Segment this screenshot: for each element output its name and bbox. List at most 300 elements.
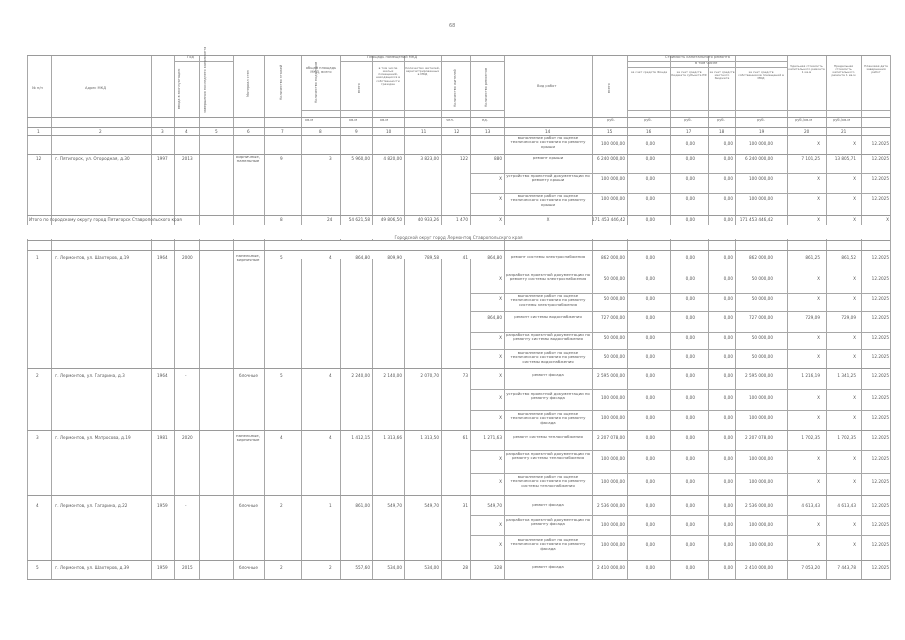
work-type-cell: ремонт фасада	[532, 502, 564, 507]
work-type-cell: ремонт фасада	[532, 372, 564, 377]
header-deadline: Плановая дата завершения работ	[864, 64, 888, 75]
volume-cell: X	[499, 415, 502, 420]
cost-owners-cell: 100 000,00	[749, 522, 773, 527]
cost-owners-cell: 100 000,00	[749, 479, 773, 484]
cost-region-cell: 0,00	[685, 503, 695, 508]
volume-cell: 864,80	[487, 315, 502, 320]
work-type-cell: ремонт системы теплоснабжения	[513, 434, 583, 439]
work-type-cell: выполнение работ по оценке технического состояния по ремонту крыши	[510, 135, 586, 149]
total-area-res: 40 933,26	[417, 217, 439, 222]
total-entrances: 24	[327, 217, 333, 222]
limit-cost-cell: 13 805,71	[834, 156, 856, 161]
cost-owners-cell: 100 000,00	[749, 415, 773, 420]
col-number: 9	[355, 129, 358, 134]
cost-total-cell: 50 000,00	[603, 354, 625, 359]
limit-cost-cell: 7 443,78	[837, 565, 856, 570]
header-entrances: Количество подъездов	[314, 61, 318, 103]
cost-region-cell: 0,00	[685, 141, 695, 146]
cost-region-cell: 0,00	[685, 296, 695, 301]
total-owners: 171 453 446,42	[739, 217, 773, 222]
entrances-cell: 3	[329, 156, 332, 161]
col-number: 10	[386, 129, 392, 134]
unit-label: чел.	[446, 118, 454, 122]
cost-owners-cell: 100 000,00	[749, 456, 773, 461]
unit-cost-cell: 7 101,25	[801, 156, 820, 161]
volume-cell: X	[499, 522, 502, 527]
unit-cost-cell: X	[817, 354, 820, 359]
limit-cost-cell: X	[853, 276, 856, 281]
cost-local-cell: 0,00	[723, 276, 733, 281]
work-type-cell: ремонт крыши	[532, 155, 564, 160]
limit-cost-cell: 729,09	[841, 315, 856, 320]
header-cost-owners: за счет средств собственников помещений в МКД	[738, 70, 784, 81]
limit-cost-cell: X	[853, 479, 856, 484]
row-number: 3	[36, 435, 39, 440]
limit-cost-cell: X	[853, 522, 856, 527]
limit-cost-cell: X	[853, 176, 856, 181]
wall-material-cell: кирпичные, панельные	[236, 154, 260, 164]
cost-total-cell: 100 000,00	[601, 141, 625, 146]
unit-label: руб.	[607, 118, 615, 122]
total-date: X	[886, 217, 889, 222]
work-type-cell: выполнение работ по оценке технического состояния по ремонту системы электроснабжения	[510, 293, 586, 307]
cost-owners-cell: 2 595 000,00	[745, 373, 773, 378]
col-number: 11	[421, 129, 427, 134]
limit-cost-cell: 4 613,43	[837, 503, 856, 508]
row-number: 2	[36, 373, 39, 378]
header-year-build: ввода в эксплуатацию	[177, 68, 181, 109]
col-number: 5	[215, 129, 218, 134]
cost-fund-cell: 0,00	[645, 435, 655, 440]
deadline-cell: 12.2025	[871, 255, 889, 260]
unit-cost-cell: X	[817, 479, 820, 484]
cost-region-cell: 0,00	[685, 395, 695, 400]
cost-owners-cell: 100 000,00	[749, 196, 773, 201]
cost-total-cell: 100 000,00	[601, 456, 625, 461]
year-last-cell: 2000	[182, 255, 193, 260]
area-res-cell: 2 070,70	[420, 373, 439, 378]
cost-owners-cell: 50 000,00	[751, 354, 773, 359]
volume-cell: 549,70	[487, 503, 502, 508]
col-number: 16	[646, 129, 652, 134]
total-area-cell: 557,60	[355, 565, 370, 570]
deadline-cell: 12.2025	[871, 565, 889, 570]
total-area-cell: 2 240,00	[351, 373, 370, 378]
total-area-cell: 5 960,00	[351, 156, 370, 161]
cost-local-cell: 0,00	[723, 503, 733, 508]
cost-total-cell: 862 000,00	[601, 255, 625, 260]
volume-cell: X	[499, 479, 502, 484]
cost-fund-cell: 0,00	[645, 296, 655, 301]
address-cell: г. Лермонтов, ул. Гагарина, д.3	[55, 373, 125, 378]
cost-fund-cell: 0,00	[645, 373, 655, 378]
area-res-cell: 1 313,50	[420, 435, 439, 440]
work-type-cell: ремонт фасада	[532, 564, 564, 569]
unit-label: руб./кв.м	[833, 118, 851, 122]
work-type-cell: ремонт системы водоснабжения	[514, 314, 582, 319]
cost-region-cell: 0,00	[685, 456, 695, 461]
work-type-cell: разработка проектной документации по ремонту системы теплоснабжения	[506, 451, 590, 461]
deadline-cell: 12.2025	[871, 522, 889, 527]
total-area-cell: 861,00	[355, 503, 370, 508]
year-build-cell: 1997	[157, 156, 168, 161]
row-number: 12	[36, 156, 42, 161]
unit-cost-cell: 1 216,19	[801, 373, 820, 378]
year-build-cell: 1981	[157, 435, 168, 440]
header-address: Адрес МКД	[85, 86, 107, 90]
cost-fund-cell: 0,00	[645, 176, 655, 181]
floors-cell: 2	[280, 503, 283, 508]
volume-cell: X	[499, 296, 502, 301]
cost-local-cell: 0,00	[723, 296, 733, 301]
cost-owners-cell: 50 000,00	[751, 276, 773, 281]
cost-local-cell: 0,00	[723, 354, 733, 359]
header-cost-group: Стоимость капитального ремонта	[665, 55, 730, 59]
residents-cell: 31	[462, 503, 468, 508]
unit-label: руб./кв.м	[795, 118, 813, 122]
work-type-cell: разработка проектной документации по ремонту фасада	[506, 517, 590, 527]
cost-owners-cell: 100 000,00	[749, 176, 773, 181]
unit-cost-cell: X	[817, 542, 820, 547]
area-res-cell: 534,00	[424, 565, 439, 570]
volume-cell: X	[499, 176, 502, 181]
total-volume: X	[499, 217, 502, 222]
cost-fund-cell: 0,00	[645, 196, 655, 201]
unit-cost-cell: X	[817, 415, 820, 420]
unit-label: кв.м	[305, 118, 314, 122]
residents-cell: 73	[462, 373, 468, 378]
deadline-cell: 12.2025	[871, 335, 889, 340]
header-cost-local: за счет средств местного бюджета	[709, 70, 735, 81]
total-area-cell: 864,80	[355, 255, 370, 260]
volume-cell: X	[499, 335, 502, 340]
work-type-cell: разработка проектной документации по ремонту системы электроснабжения	[506, 272, 590, 282]
deadline-cell: 12.2025	[871, 141, 889, 146]
work-type-cell: выполнение работ по оценке технического состояния по ремонту крыши	[510, 193, 586, 207]
cost-fund-cell: 0,00	[645, 255, 655, 260]
cost-fund-cell: 0,00	[645, 395, 655, 400]
cost-fund-cell: 0,00	[645, 565, 655, 570]
entrances-cell: 4	[329, 255, 332, 260]
work-type-cell: устройство проектной документации по ремонту фасада	[506, 391, 590, 401]
volume-cell: X	[499, 456, 502, 461]
address-cell: г. Лермонтов, ул. Шахтеров, д.39	[55, 565, 130, 570]
area-total-cell: 534,00	[387, 565, 402, 570]
floors-cell: 9	[280, 156, 283, 161]
floors-cell: 5	[280, 373, 283, 378]
cost-fund-cell: 0,00	[645, 276, 655, 281]
total-row-label: Итого по городскому округу город Пятигорск Ставропольского края	[29, 217, 182, 222]
total-unit: X	[817, 217, 820, 222]
residents-cell: 28	[462, 565, 468, 570]
cost-region-cell: 0,00	[685, 415, 695, 420]
cost-region-cell: 0,00	[685, 156, 695, 161]
unit-cost-cell: 7 053,20	[801, 565, 820, 570]
cost-total-cell: 100 000,00	[601, 395, 625, 400]
limit-cost-cell: 861,52	[841, 255, 856, 260]
deadline-cell: 12.2025	[871, 503, 889, 508]
col-number: 8	[319, 129, 322, 134]
cost-total-cell: 100 000,00	[601, 415, 625, 420]
unit-cost-cell: X	[817, 395, 820, 400]
cost-fund-cell: 0,00	[645, 354, 655, 359]
wall-material-cell: панельные, кирпичные	[236, 433, 260, 443]
cost-fund-cell: 0,00	[645, 315, 655, 320]
volume-cell: 1 271,63	[483, 435, 502, 440]
unit-cost-cell: X	[817, 141, 820, 146]
area-total-cell: 809,90	[387, 255, 402, 260]
cost-region-cell: 0,00	[685, 176, 695, 181]
cost-owners-cell: 100 000,00	[749, 542, 773, 547]
header-area-group: Площадь помещений МКД	[367, 55, 418, 59]
deadline-cell: 12.2025	[871, 456, 889, 461]
limit-cost-cell: X	[853, 395, 856, 400]
header-area-residential: в том числе жилых помещений, находящихся в собственности граждан	[375, 66, 401, 86]
area-total-cell: 1 313,66	[383, 435, 402, 440]
cost-fund-cell: 0,00	[645, 456, 655, 461]
residents-cell: 122	[460, 156, 468, 161]
year-build-cell: 1959	[157, 503, 168, 508]
header-wall: Материал стен	[246, 70, 250, 97]
year-last-cell: 2013	[182, 156, 193, 161]
cost-local-cell: 0,00	[723, 315, 733, 320]
cost-total-cell: 100 000,00	[601, 542, 625, 547]
header-year-last: завершения последнего капремонта	[203, 46, 207, 113]
area-res-cell: 3 823,00	[420, 156, 439, 161]
total-area-all: 49 806,50	[380, 217, 402, 222]
col-number: 4	[185, 129, 188, 134]
total-area: 54 621,58	[348, 217, 370, 222]
col-number: 18	[719, 129, 725, 134]
cost-total-cell: 100 000,00	[601, 196, 625, 201]
header-area-nonres: Количество жителей, зарегистрированных в МКД	[405, 66, 440, 77]
cost-fund-cell: 0,00	[645, 415, 655, 420]
cost-local-cell: 0,00	[723, 395, 733, 400]
total-work: X	[546, 217, 550, 222]
work-type-cell: разработка проектной документации по ремонту системы водоснабжения	[506, 332, 590, 342]
col-number: 21	[841, 129, 847, 134]
cost-local-cell: 0,00	[723, 141, 733, 146]
unit-label: кв.м	[349, 118, 358, 122]
unit-cost-cell: X	[817, 296, 820, 301]
limit-cost-cell: 1 702,35	[837, 435, 856, 440]
wall-material-cell: блочные	[239, 565, 258, 570]
cost-owners-cell: 6 240 000,00	[745, 156, 773, 161]
cost-region-cell: 0,00	[685, 522, 695, 527]
work-type-cell: выполнение работ по оценке технического состояния по ремонту фасада	[510, 411, 586, 425]
year-last-cell: 2015	[182, 565, 193, 570]
cost-fund-cell: 0,00	[645, 503, 655, 508]
residents-cell: 61	[462, 435, 468, 440]
page-number: 68	[449, 23, 456, 29]
cost-region-cell: 0,00	[685, 354, 695, 359]
row-number: 1	[36, 255, 39, 260]
limit-cost-cell: X	[853, 141, 856, 146]
cost-total-cell: 6 240 000,00	[597, 156, 625, 161]
cost-owners-cell: 2 410 000,00	[745, 565, 773, 570]
wall-material-cell: панельные, кирпичные	[236, 253, 260, 263]
col-number: 1	[37, 129, 40, 134]
deadline-cell: 12.2025	[871, 276, 889, 281]
entrances-cell: 1	[329, 503, 332, 508]
col-number: 14	[545, 129, 551, 134]
limit-cost-cell: X	[853, 196, 856, 201]
unit-label: руб.	[684, 118, 692, 122]
volume-cell: 880	[494, 156, 502, 161]
header-cost-sub: в том числе	[695, 61, 718, 65]
header-cost-total: всего	[607, 83, 611, 93]
header-cost-region: за счет средств бюджета субъекта РФ	[671, 70, 707, 78]
cost-local-cell: 0,00	[723, 415, 733, 420]
deadline-cell: 12.2025	[871, 354, 889, 359]
unit-label: ед.	[482, 118, 488, 122]
cost-local-cell: 0,00	[723, 522, 733, 527]
total-cost: 171 453 446,42	[592, 217, 626, 222]
unit-cost-cell: X	[817, 196, 820, 201]
cost-owners-cell: 862 000,00	[749, 255, 773, 260]
cost-total-cell: 50 000,00	[603, 276, 625, 281]
limit-cost-cell: X	[853, 456, 856, 461]
deadline-cell: 12.2025	[871, 296, 889, 301]
limit-cost-cell: X	[853, 415, 856, 420]
address-cell: г. Лермонтов, ул. Матросова, д.19	[55, 435, 131, 440]
deadline-cell: 12.2025	[871, 176, 889, 181]
address-cell: г. Лермонтов, ул. Шахтеров, д.19	[55, 255, 130, 260]
total-region: 0,00	[685, 217, 695, 222]
header-residents: Количество жителей	[453, 69, 457, 107]
cost-owners-cell: 50 000,00	[751, 335, 773, 340]
cost-fund-cell: 0,00	[645, 479, 655, 484]
cost-owners-cell: 2 207 078,00	[745, 435, 773, 440]
year-last-cell: 2020	[182, 435, 193, 440]
cost-fund-cell: 0,00	[645, 156, 655, 161]
total-fund: 0,00	[645, 217, 655, 222]
deadline-cell: 12.2025	[871, 315, 889, 320]
cost-total-cell: 50 000,00	[603, 335, 625, 340]
cost-local-cell: 0,00	[723, 456, 733, 461]
total-floors: 8	[280, 217, 283, 222]
wall-material-cell: блочные	[239, 373, 258, 378]
section-title: Городской округ город Лермонтов Ставропольского края	[394, 235, 523, 240]
cost-local-cell: 0,00	[723, 435, 733, 440]
cost-owners-cell: 100 000,00	[749, 141, 773, 146]
work-type-cell: устройство проектной документации по ремонту крыши	[506, 173, 590, 183]
col-number: 3	[161, 129, 164, 134]
total-limit: X	[853, 217, 856, 222]
year-build-cell: 1959	[157, 565, 168, 570]
deadline-cell: 12.2025	[871, 373, 889, 378]
cost-region-cell: 0,00	[685, 315, 695, 320]
header-n: № п/п	[32, 86, 43, 90]
col-number: 6	[247, 129, 250, 134]
volume-cell: X	[499, 373, 502, 378]
unit-cost-cell: X	[817, 335, 820, 340]
cost-total-cell: 2 410 000,00	[597, 565, 625, 570]
total-local: 0,00	[723, 217, 733, 222]
header-volume: Количество ремонтов	[484, 67, 488, 107]
unit-cost-cell: X	[817, 276, 820, 281]
limit-cost-cell: 1 341,25	[837, 373, 856, 378]
deadline-cell: 12.2025	[871, 196, 889, 201]
unit-cost-cell: X	[817, 456, 820, 461]
cost-region-cell: 0,00	[685, 276, 695, 281]
cost-region-cell: 0,00	[685, 335, 695, 340]
unit-label: руб.	[757, 118, 765, 122]
entrances-cell: 2	[329, 565, 332, 570]
header-unit-cost: Удельная стоимость капитального ремонта 1 кв.м	[788, 64, 825, 75]
work-type-cell: выполнение работ по оценке технического состояния по ремонту системы теплоснабжения	[510, 474, 586, 488]
capital-repair-table	[27, 46, 890, 580]
col-number: 20	[804, 129, 810, 134]
cost-fund-cell: 0,00	[645, 141, 655, 146]
cost-local-cell: 0,00	[723, 373, 733, 378]
volume-cell: X	[499, 395, 502, 400]
year-last-cell: -	[185, 503, 187, 508]
floors-cell: 2	[280, 565, 283, 570]
cost-local-cell: 0,00	[723, 565, 733, 570]
deadline-cell: 12.2025	[871, 479, 889, 484]
deadline-cell: 12.2025	[871, 156, 889, 161]
volume-cell: X	[499, 276, 502, 281]
cost-fund-cell: 0,00	[645, 542, 655, 547]
unit-cost-cell: 729,09	[805, 315, 820, 320]
cost-local-cell: 0,00	[723, 255, 733, 260]
cost-region-cell: 0,00	[685, 196, 695, 201]
cost-owners-cell: 2 536 000,00	[745, 503, 773, 508]
cost-local-cell: 0,00	[723, 479, 733, 484]
total-residents: 1 470	[456, 217, 468, 222]
area-total-cell: 549,70	[387, 503, 402, 508]
cost-fund-cell: 0,00	[645, 335, 655, 340]
residents-cell: 41	[462, 255, 468, 260]
row-number: 4	[36, 503, 39, 508]
entrances-cell: 4	[329, 373, 332, 378]
deadline-cell: 12.2025	[871, 435, 889, 440]
row-number: 5	[36, 565, 39, 570]
volume-cell: 864,80	[487, 255, 502, 260]
cost-region-cell: 0,00	[685, 565, 695, 570]
cost-total-cell: 2 536 000,00	[597, 503, 625, 508]
header-limit-cost: Предельная стоимость капитального ремонта 1 кв.м	[831, 64, 856, 78]
col-number: 19	[759, 129, 765, 134]
header-cost-fund: за счет средств Фонда	[630, 70, 668, 74]
volume-cell: 328	[494, 565, 502, 570]
unit-label: кв.м	[380, 118, 389, 122]
unit-label: руб.	[644, 118, 652, 122]
area-res-cell: 789,58	[424, 255, 439, 260]
col-number: 15	[607, 129, 613, 134]
limit-cost-cell: X	[853, 296, 856, 301]
cost-owners-cell: 100 000,00	[749, 395, 773, 400]
cost-region-cell: 0,00	[685, 373, 695, 378]
work-type-cell: ремонт системы электроснабжения	[510, 254, 586, 259]
year-build-cell: 1964	[157, 373, 168, 378]
unit-cost-cell: 4 613,43	[801, 503, 820, 508]
header-total-area: общая площадь МКД, всего	[305, 66, 337, 74]
deadline-cell: 12.2025	[871, 415, 889, 420]
col-number: 17	[686, 129, 692, 134]
unit-cost-cell: X	[817, 522, 820, 527]
unit-label: руб.	[717, 118, 725, 122]
area-total-cell: 2 140,00	[383, 373, 402, 378]
col-number: 2	[99, 129, 102, 134]
cost-total-cell: 100 000,00	[601, 176, 625, 181]
col-number: 7	[281, 129, 284, 134]
cost-owners-cell: 50 000,00	[751, 296, 773, 301]
cost-total-cell: 2 595 000,00	[597, 373, 625, 378]
address-cell: г. Лермонтов, ул. Гагарина, д.22	[55, 503, 128, 508]
limit-cost-cell: X	[853, 542, 856, 547]
